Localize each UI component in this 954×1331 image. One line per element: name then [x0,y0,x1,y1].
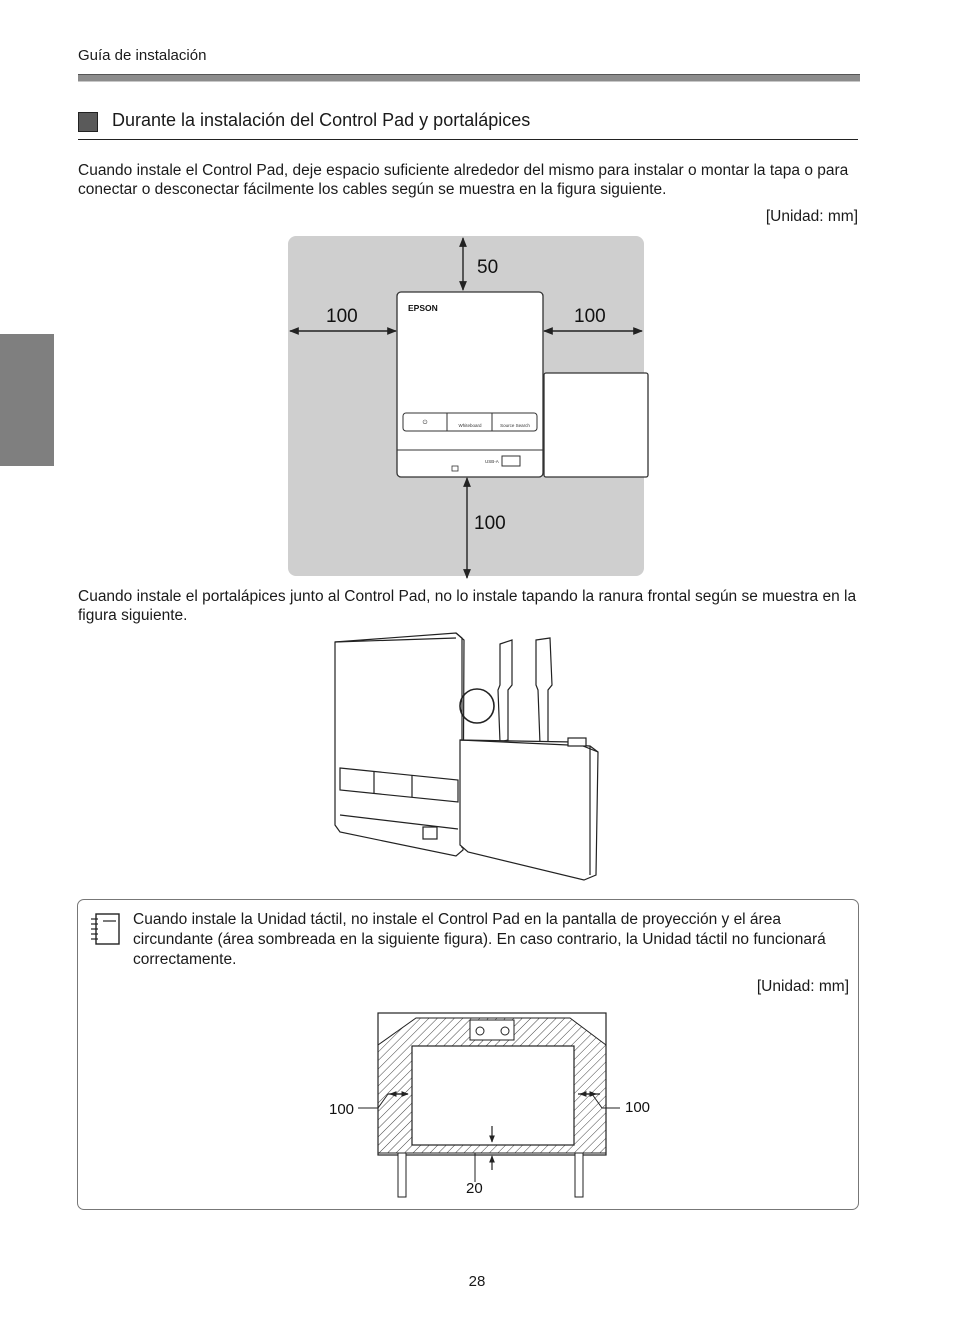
control-pad-device [397,292,543,477]
running-header: Guía de instalación [78,47,207,64]
section-rule [78,139,858,140]
note-text: Cuando instale la Unidad táctil, no instale el Control Pad en la pantalla de proyección y el área circundante (área sombreada en la siguiente figura). En caso contrario, la Unidad táctil no funcionará correctamente. [133,911,826,968]
pen-holder-box [460,740,598,880]
touch-unit-exclusion-figure [320,1008,650,1200]
pen-1 [498,640,512,742]
note-icon [88,911,122,947]
ok-circle-icon [460,689,494,723]
btn-source-label: Source Search [500,423,530,428]
power-icon: ⏻ [422,420,428,426]
section-title: Durante la instalación del Control Pad y portalápices [112,110,531,130]
unit-label: [Unidad: mm] [765,208,858,225]
paragraph-pen-holder: Cuando instale el portalápices junto al Control Pad, no lo instale tapando la ranura frontal según se muestra en la figura siguiente. [78,588,857,624]
control-pad-clearance-figure [286,232,652,582]
dim-bottom: 20 [466,1180,483,1197]
dim-top: 50 [477,257,499,278]
unit-label-note: [Unidad: mm] [756,978,849,995]
usb-label: USB-A [485,459,499,464]
btn-whiteboard-label: Whiteboard [458,423,482,428]
page-number: 28 [468,1273,486,1290]
pen-holder-placement-figure [328,630,608,892]
dim-bottom: 100 [474,513,506,534]
pen-2 [536,638,552,744]
epson-logo: EPSON [408,303,438,313]
side-tab [0,334,54,466]
pen-holder [544,373,648,477]
projection-screen [412,1046,574,1145]
dim-left: 100 [326,306,358,327]
dim-left: 100 [329,1101,355,1118]
paragraph-control-pad-space: Cuando instale el Control Pad, deje espacio suficiente alrededor del mismo para instalar o montar la tapa o para conectar o desconectar fácilmente los cables según se muestra en la figura siguiente. [78,162,849,198]
dim-right: 100 [574,306,606,327]
dim-right: 100 [625,1099,650,1116]
leg-left [398,1153,406,1197]
section-bullet-icon [78,112,98,132]
leg-right [575,1153,583,1197]
header-rule [78,74,860,82]
